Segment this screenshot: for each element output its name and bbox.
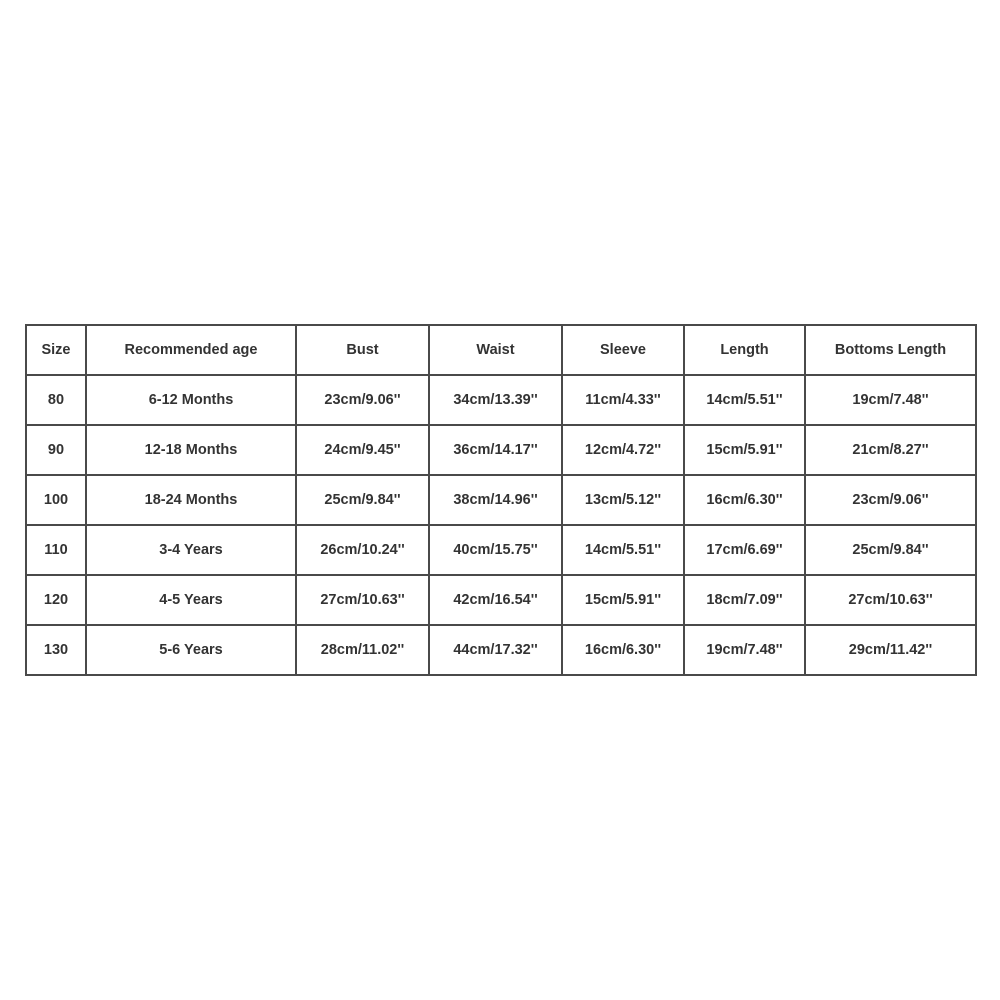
table-row [26,475,976,525]
cell-bust: 25cm/9.84'' [296,475,429,525]
cell-length: 17cm/6.69'' [684,525,805,575]
cell-length: 19cm/7.48'' [684,625,805,675]
table-row [26,625,976,675]
table-row [26,425,976,475]
header-bust: Bust [296,325,429,375]
cell-sleeve: 15cm/5.91'' [562,575,684,625]
cell-sleeve: 12cm/4.72'' [562,425,684,475]
cell-size: 100 [26,475,86,525]
cell-recommended-age: 4-5 Years [86,575,296,625]
cell-bust: 23cm/9.06'' [296,375,429,425]
cell-length: 15cm/5.91'' [684,425,805,475]
header-recommended-age: Recommended age [86,325,296,375]
cell-bottoms-length: 23cm/9.06'' [805,475,976,525]
header-length: Length [684,325,805,375]
cell-waist: 36cm/14.17'' [429,425,562,475]
cell-size: 90 [26,425,86,475]
cell-bottoms-length: 19cm/7.48'' [805,375,976,425]
cell-waist: 40cm/15.75'' [429,525,562,575]
cell-waist: 42cm/16.54'' [429,575,562,625]
header-sleeve: Sleeve [562,325,684,375]
cell-sleeve: 11cm/4.33'' [562,375,684,425]
cell-size: 120 [26,575,86,625]
cell-bottoms-length: 27cm/10.63'' [805,575,976,625]
cell-bust: 24cm/9.45'' [296,425,429,475]
header-waist: Waist [429,325,562,375]
cell-sleeve: 13cm/5.12'' [562,475,684,525]
size-chart-table [25,324,977,676]
cell-recommended-age: 6-12 Months [86,375,296,425]
header-bottoms-length: Bottoms Length [805,325,976,375]
header-row [26,325,976,375]
cell-recommended-age: 18-24 Months [86,475,296,525]
cell-bust: 27cm/10.63'' [296,575,429,625]
cell-waist: 38cm/14.96'' [429,475,562,525]
cell-size: 130 [26,625,86,675]
cell-size: 110 [26,525,86,575]
cell-length: 16cm/6.30'' [684,475,805,525]
cell-bust: 26cm/10.24'' [296,525,429,575]
cell-bottoms-length: 21cm/8.27'' [805,425,976,475]
cell-bottoms-length: 25cm/9.84'' [805,525,976,575]
table-row [26,525,976,575]
cell-sleeve: 16cm/6.30'' [562,625,684,675]
cell-sleeve: 14cm/5.51'' [562,525,684,575]
cell-bust: 28cm/11.02'' [296,625,429,675]
cell-waist: 34cm/13.39'' [429,375,562,425]
header-size: Size [26,325,86,375]
cell-recommended-age: 12-18 Months [86,425,296,475]
table-row [26,375,976,425]
cell-length: 18cm/7.09'' [684,575,805,625]
cell-length: 14cm/5.51'' [684,375,805,425]
cell-bottoms-length: 29cm/11.42'' [805,625,976,675]
cell-recommended-age: 3-4 Years [86,525,296,575]
table-row [26,575,976,625]
cell-recommended-age: 5-6 Years [86,625,296,675]
cell-size: 80 [26,375,86,425]
cell-waist: 44cm/17.32'' [429,625,562,675]
